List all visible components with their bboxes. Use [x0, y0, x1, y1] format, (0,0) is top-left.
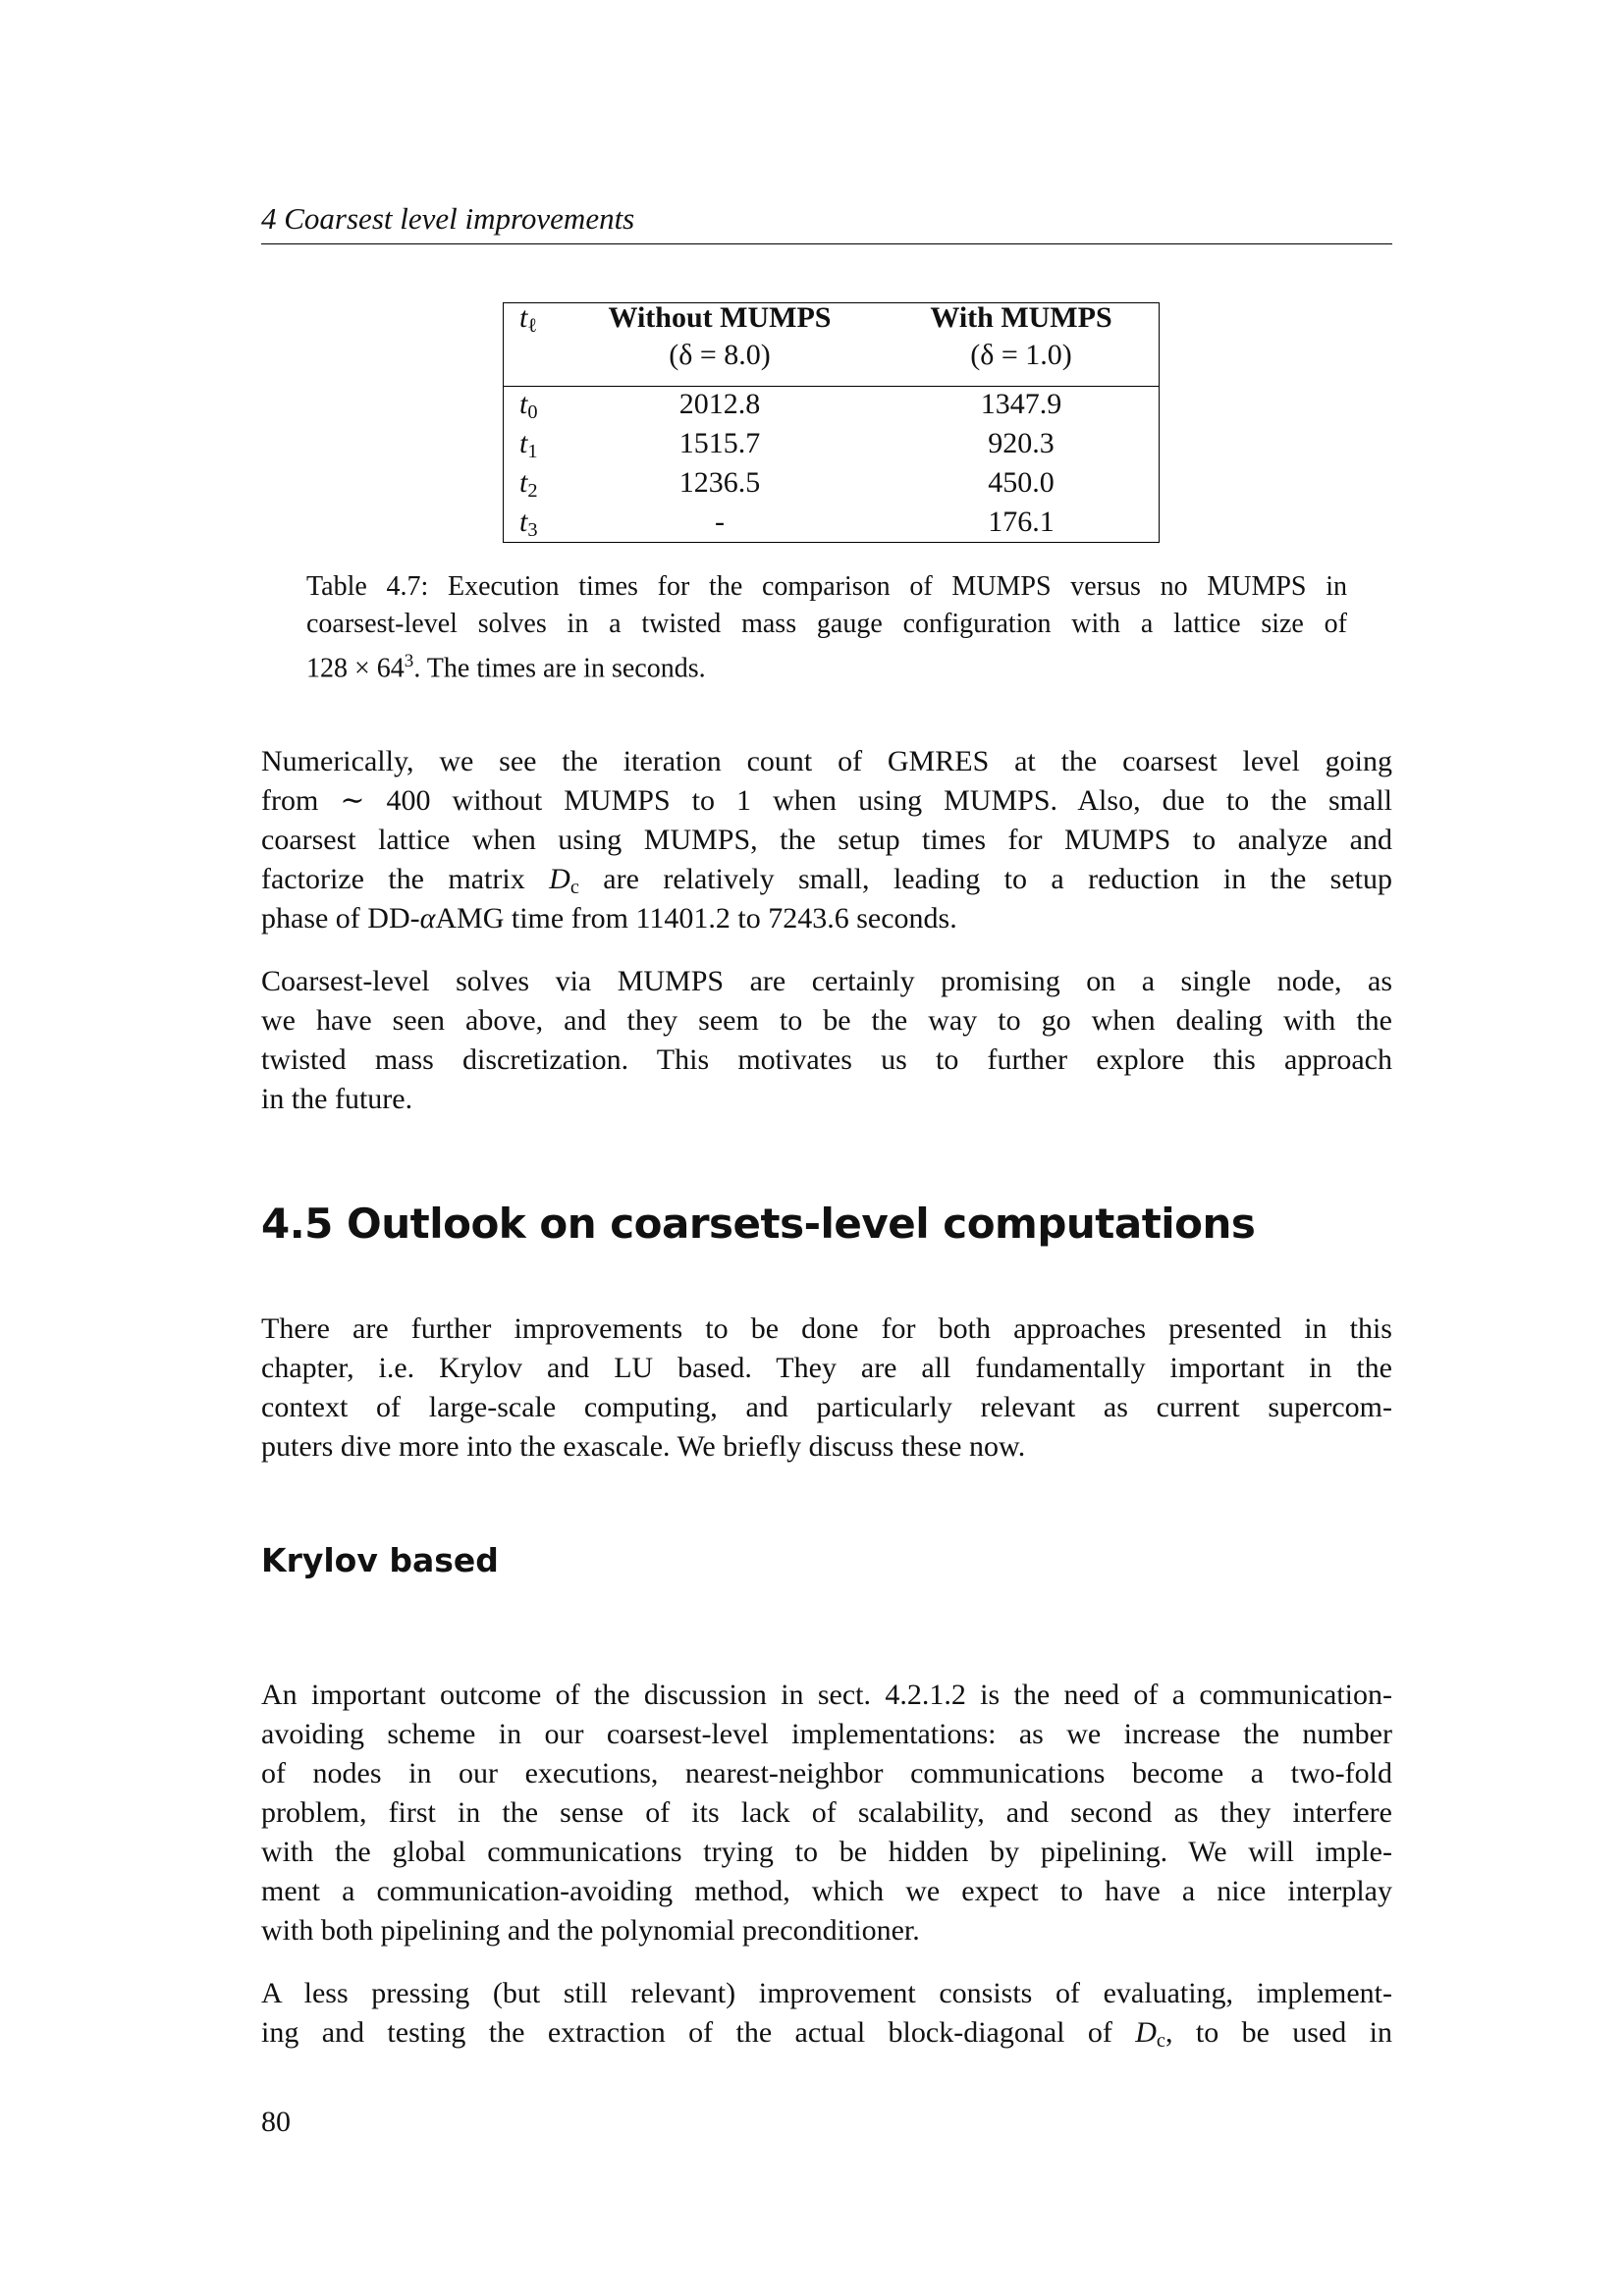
- text-line: puters dive more into the exascale. We briefly discuss these now.: [261, 1430, 1026, 1463]
- text-line: twisted mass discretization. This motivates us to further explore this approach: [261, 1043, 1392, 1076]
- var-base: t: [519, 427, 528, 459]
- var-sub: 2: [527, 480, 538, 503]
- cell-without-mumps: 1236.5: [678, 466, 761, 499]
- text-line: Table 4.7: Execution times for the comparison of MUMPS versus no MUMPS in: [306, 571, 1347, 602]
- table-header-row: [504, 301, 1159, 341]
- text-line: avoiding scheme in our coarsest-level implementations: as we increase the number: [261, 1718, 1392, 1750]
- superscript: 3: [404, 651, 414, 671]
- text-line: with both pipelining and the polynomial preconditioner.: [261, 1914, 920, 1947]
- header-without-mumps: Without MUMPS: [608, 301, 832, 334]
- cell-without-mumps: -: [715, 506, 725, 538]
- math-subscript: c: [1156, 2030, 1165, 2053]
- header-with-mumps: With MUMPS: [930, 301, 1112, 334]
- text-line: with the global communications trying to be hidden by pipelining. We will imple-: [261, 1836, 1392, 1868]
- text-line: in the future.: [261, 1083, 413, 1115]
- text-line: An important outcome of the discussion in sect. 4.2.1.2 is the need of a communication-: [261, 1679, 1392, 1711]
- section-heading: 4.5 Outlook on coarsets-level computations: [261, 1200, 1256, 1248]
- math-subscript: c: [569, 877, 579, 899]
- text-line: A less pressing (but still relevant) improvement consists of evaluating, implement-: [261, 1977, 1392, 2009]
- var-sub: 1: [527, 441, 538, 463]
- text-line: coarsest lattice when using MUMPS, the setup times for MUMPS to analyze and: [261, 824, 1392, 856]
- var-base: t: [519, 388, 528, 420]
- row-var: [519, 388, 538, 424]
- math-symbol: $D_c$: [549, 863, 579, 899]
- row-var: [519, 506, 538, 542]
- text-line: problem, first in the sense of its lack of scalability, and second as they interfere: [261, 1796, 1392, 1829]
- text-line: ment a communication-avoiding method, which we expect to have a nice interplay: [261, 1875, 1392, 1907]
- cell-without-mumps: 2012.8: [678, 388, 761, 420]
- table-row: [504, 427, 1159, 466]
- var-base: t: [519, 301, 528, 334]
- subsection-heading: Krylov based: [261, 1541, 499, 1579]
- table-row: [504, 388, 1159, 427]
- text-line: Coarsest-level solves via MUMPS are certainly promising on a single node, as: [261, 965, 1392, 997]
- text-line: Numerically, we see the iteration count of GMRES at the coarsest level going: [261, 745, 1392, 777]
- math-symbol: $D_c$: [1135, 2016, 1165, 2053]
- text-line: from ∼ 400 without MUMPS to 1 when using MUMPS. Also, due to the small: [261, 784, 1392, 817]
- cell-with-mumps: 1347.9: [980, 388, 1062, 420]
- text-line: ing and testing the extraction of the actual block-diagonal of $D_c$, to be used in: [261, 2016, 1392, 2053]
- var-sub: 3: [527, 519, 538, 542]
- cell-with-mumps: 176.1: [988, 506, 1055, 538]
- var-base: t: [519, 506, 528, 538]
- results-table: [503, 302, 1160, 543]
- text-line: of nodes in our executions, nearest-neighbor communications become a two-fold: [261, 1757, 1392, 1789]
- math-symbol: α: [419, 902, 436, 934]
- row-var: [519, 427, 538, 463]
- text-line: coarsest-level solves in a twisted mass gauge configuration with a lattice size of: [306, 609, 1347, 639]
- text-line: chapter, i.e. Krylov and LU based. They are all fundamentally important in the: [261, 1352, 1392, 1384]
- text-line: we have seen above, and they seem to be the way to go when dealing with the: [261, 1004, 1392, 1037]
- table-row: [504, 466, 1159, 506]
- text-line: context of large-scale computing, and particularly relevant as current supercom-: [261, 1391, 1392, 1423]
- row-var: [519, 466, 538, 503]
- text-line: There are further improvements to be done for both approaches presented in this: [261, 1312, 1392, 1345]
- cell-with-mumps: 920.3: [988, 427, 1055, 459]
- header-rule: [261, 243, 1392, 244]
- text-line: phase of DD-αAMG time from 11401.2 to 7243.6 seconds.: [261, 902, 957, 934]
- text-line: factorize the matrix $D_c$ are relatively small, leading to a reduction in the setup: [261, 863, 1393, 899]
- table-row: [504, 506, 1159, 545]
- cell-with-mumps: 450.0: [988, 466, 1055, 499]
- page-number: 80: [261, 2106, 291, 2138]
- var-base: t: [519, 466, 528, 499]
- header-var: [519, 301, 537, 338]
- cell-without-mumps: 1515.7: [678, 427, 761, 459]
- var-sub: ℓ: [527, 315, 538, 338]
- table-divider: [504, 386, 1159, 387]
- table-param-row: [504, 339, 1159, 378]
- text-line: $128 \times 64^3$. The times are in seconds.: [306, 651, 706, 684]
- param-with-mumps: (δ = 1.0): [970, 339, 1072, 371]
- var-sub: 0: [527, 401, 538, 424]
- param-without-mumps: (δ = 8.0): [669, 339, 771, 371]
- running-head: 4 Coarsest level improvements: [261, 201, 635, 236]
